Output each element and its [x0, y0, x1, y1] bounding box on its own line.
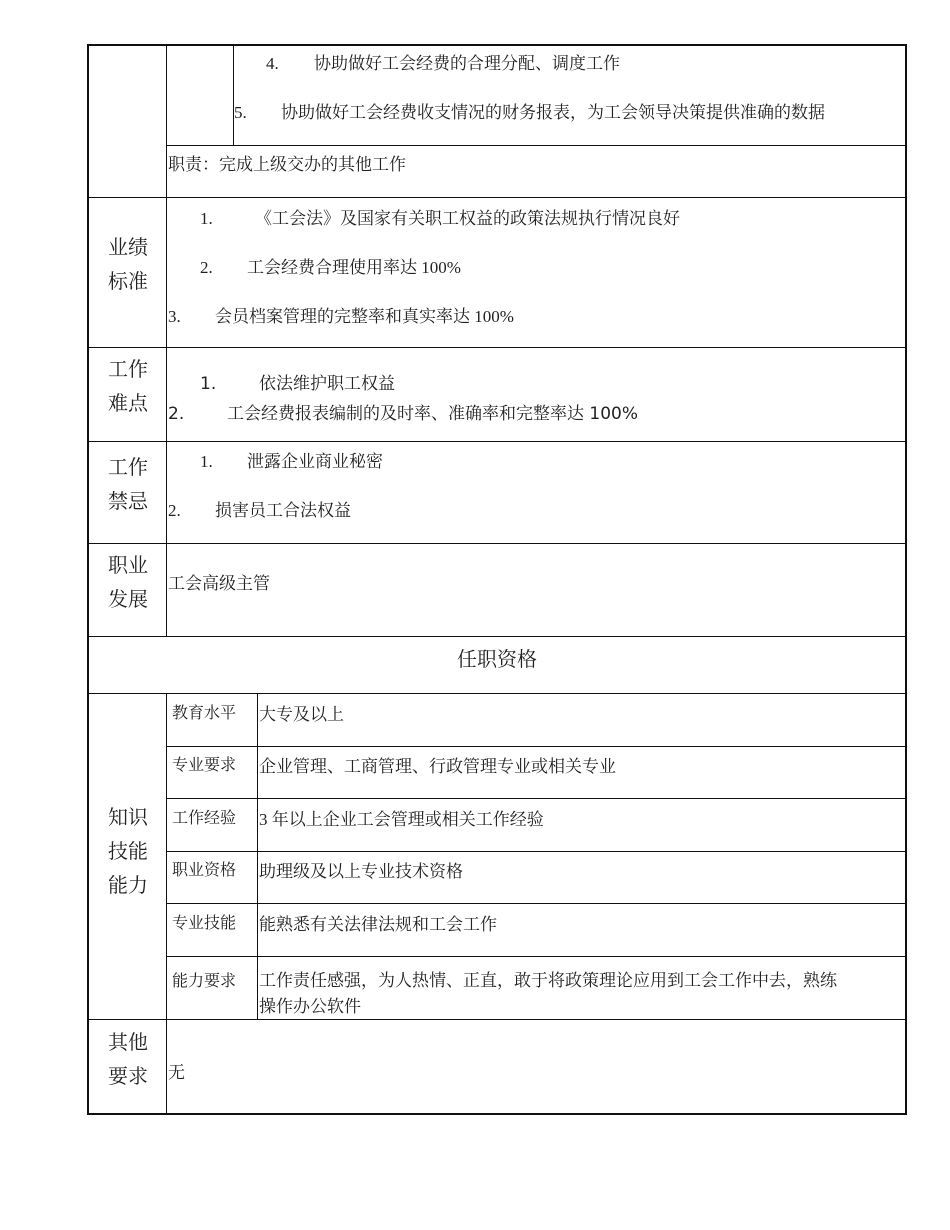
- rule-knowledge-3: [167, 851, 907, 852]
- performance-item-1-text: 《工会法》及国家有关职工权益的政策法规执行情况良好: [255, 209, 680, 228]
- other-label: [89, 1025, 167, 1093]
- taboo-item-2-number: 2.: [168, 501, 181, 520]
- qualification-header: 任职资格: [457, 647, 537, 671]
- performance-label: [89, 230, 167, 298]
- other-label-line-2: 要求: [108, 1064, 148, 1088]
- career-value: 工会高级主管: [168, 574, 270, 593]
- knowledge-key-education: 教育水平: [172, 703, 237, 722]
- performance-item-2-text: 工会经费合理使用率达 100%: [247, 258, 461, 277]
- performance-item-3-text: 会员档案管理的完整率和真实率达 100%: [215, 307, 514, 326]
- rule-after-career: [87, 636, 907, 637]
- duty-item-4-number: 4.: [266, 54, 279, 73]
- table-bottom-border: [87, 1113, 907, 1115]
- taboo-label-line-2: 禁忌: [108, 489, 148, 513]
- performance-item-2: [200, 253, 461, 278]
- duty-item-5: [234, 98, 825, 123]
- performance-label-line-2: 标准: [108, 269, 148, 293]
- performance-item-3: [168, 302, 514, 327]
- taboo-item-1-number: 1.: [200, 452, 213, 471]
- knowledge-value-major: 企业管理、工商管理、行政管理专业或相关专业: [259, 757, 616, 776]
- career-label-line-1: 职业: [108, 553, 148, 577]
- knowledge-value-experience: 3 年以上企业工会管理或相关工作经验: [259, 810, 544, 829]
- knowledge-key-skills: 专业技能: [172, 913, 237, 932]
- difficulty-label-line-2: 难点: [108, 391, 148, 415]
- performance-label-line-1: 业绩: [108, 235, 148, 259]
- knowledge-value-education: 大专及以上: [259, 705, 344, 724]
- difficulty-item-1: [200, 369, 395, 394]
- table-right-border: [905, 44, 907, 1115]
- table-top-border: [87, 44, 907, 46]
- difficulty-item-1-text: 依法维护职工权益: [259, 374, 395, 394]
- rule-knowledge-1: [167, 746, 907, 747]
- knowledge-value-skills: 能熟悉有关法律法规和工会工作: [259, 915, 497, 934]
- difficulty-label: [89, 352, 167, 420]
- knowledge-value-certification: 助理级及以上专业技术资格: [259, 862, 463, 881]
- duty-item-4: [266, 49, 620, 74]
- rule-after-qual-header: [87, 693, 907, 694]
- career-label-line-2: 发展: [108, 587, 148, 611]
- rule-knowledge-4: [167, 903, 907, 904]
- performance-item-1: [200, 204, 680, 229]
- knowledge-key-divider: [257, 693, 258, 1020]
- other-value: 无: [168, 1063, 185, 1082]
- knowledge-key-certification: 职业资格: [172, 860, 237, 879]
- knowledge-label-line-1: 知识: [108, 805, 148, 829]
- knowledge-label: [89, 800, 167, 902]
- rule-after-performance: [87, 347, 907, 348]
- duty-item-4-text: 协助做好工会经费的合理分配、调度工作: [314, 54, 620, 73]
- difficulty-item-1-number: 1.: [200, 374, 217, 394]
- duty-item-5-text: 协助做好工会经费收支情况的财务报表，为工会领导决策提供准确的数据: [281, 103, 825, 122]
- rule-knowledge-2: [167, 798, 907, 799]
- taboo-label: [89, 450, 167, 518]
- difficulty-label-line-1: 工作: [108, 357, 148, 381]
- rule-after-duty: [87, 197, 907, 198]
- rule-duty-inner: [167, 145, 907, 146]
- knowledge-key-ability: 能力要求: [172, 971, 237, 990]
- rule-knowledge-5: [167, 956, 907, 957]
- knowledge-key-experience: 工作经验: [172, 808, 237, 827]
- knowledge-key-major: 专业要求: [172, 755, 237, 774]
- difficulty-item-2-text: 工会经费报表编制的及时率、准确率和完整率达 100%: [227, 404, 639, 424]
- duty-inner-divider: [233, 44, 234, 146]
- taboo-item-1: [200, 447, 383, 472]
- knowledge-label-line-3: 能力: [108, 873, 148, 897]
- taboo-item-2-text: 损害员工合法权益: [215, 501, 351, 520]
- other-label-line-1: 其他: [108, 1030, 148, 1054]
- career-label: [89, 548, 167, 616]
- rule-after-knowledge: [87, 1019, 907, 1020]
- taboo-item-2: [168, 496, 351, 521]
- rule-after-difficulty: [87, 441, 907, 442]
- difficulty-item-2: [168, 399, 638, 424]
- duty-item-5-number: 5.: [234, 103, 247, 122]
- knowledge-value-ability-line-1: 工作责任感强，为人热情、正直，敢于将政策理论应用到工会工作中去，熟练: [259, 971, 837, 990]
- difficulty-item-2-number: 2.: [168, 404, 185, 424]
- other-duty: 职责：完成上级交办的其他工作: [168, 155, 406, 174]
- rule-after-taboo: [87, 543, 907, 544]
- taboo-item-1-text: 泄露企业商业秘密: [247, 452, 383, 471]
- knowledge-label-line-2: 技能: [108, 839, 148, 863]
- knowledge-value-ability-line-2: 操作办公软件: [259, 997, 361, 1016]
- performance-item-2-number: 2.: [200, 258, 213, 277]
- performance-item-3-number: 3.: [168, 307, 181, 326]
- taboo-label-line-1: 工作: [108, 455, 148, 479]
- performance-item-1-number: 1.: [200, 209, 213, 228]
